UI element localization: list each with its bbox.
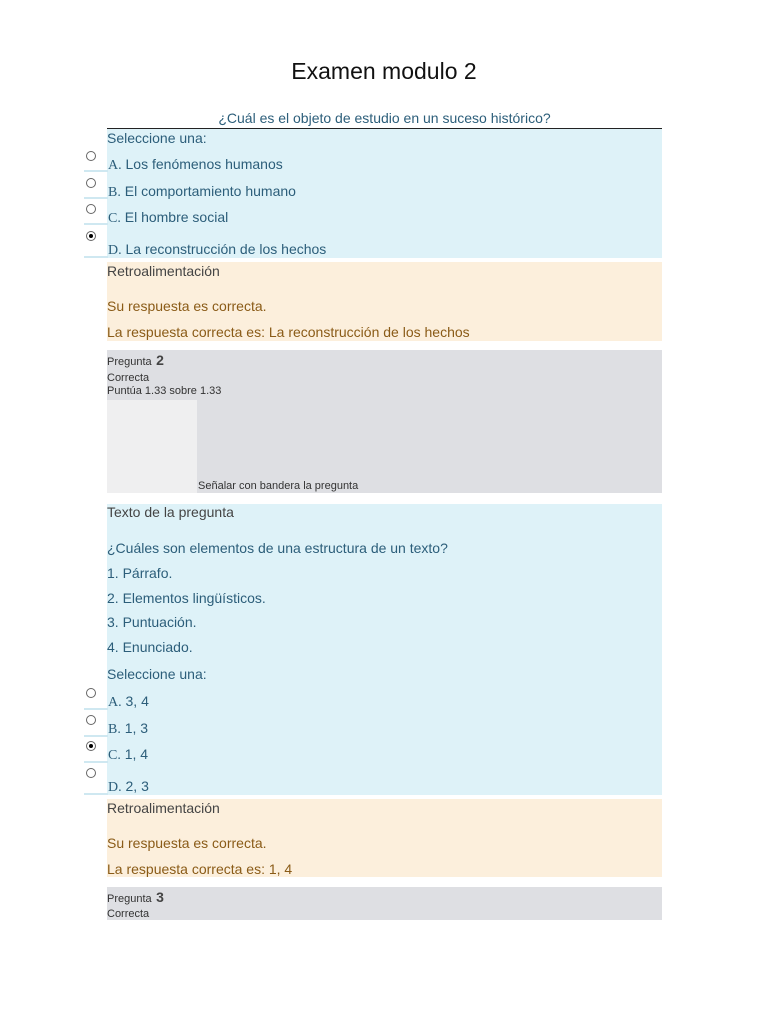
question-2-item: 3. Puntuación. [107, 614, 197, 630]
q2-option-d[interactable] [108, 778, 149, 796]
q1-option-b-radio[interactable] [86, 178, 96, 188]
option-marker [84, 256, 108, 258]
question-2-text: ¿Cuáles son elementos de una estructura de un texto? [107, 540, 448, 556]
option-marker [84, 793, 108, 795]
question-score: Puntúa 1.33 sobre 1.33 [107, 385, 222, 397]
question-status: Correcta [107, 372, 150, 384]
q2-option-b-radio[interactable] [86, 715, 96, 725]
q1-option-c-radio[interactable] [86, 204, 96, 214]
question-1-prompt: Seleccione una: [107, 130, 207, 146]
question-number-value: 2 [156, 352, 164, 368]
option-marker [84, 708, 108, 710]
q2-option-d-radio[interactable] [86, 768, 96, 778]
q2-option-a[interactable] [108, 693, 149, 711]
question-number [107, 889, 164, 907]
feedback-heading: Retroalimentación [107, 800, 220, 816]
option-letter: A. [108, 695, 122, 710]
option-marker [84, 197, 108, 199]
question-2-item: 2. Elementos lingüísticos. [107, 590, 266, 606]
option-text: 1, 3 [124, 720, 149, 736]
question-2-item: 4. Enunciado. [107, 639, 193, 655]
q1-option-b[interactable] [108, 183, 296, 201]
q1-option-a-radio[interactable] [86, 151, 96, 161]
option-marker [84, 170, 108, 172]
option-text: 2, 3 [125, 778, 149, 794]
option-text: El comportamiento humano [124, 183, 296, 199]
question-status: Correcta [107, 908, 150, 920]
question-label: Pregunta [107, 356, 152, 368]
option-marker [84, 761, 108, 763]
option-letter: B. [108, 185, 121, 200]
option-text: 3, 4 [125, 693, 149, 709]
q1-option-a[interactable] [108, 156, 283, 174]
question-2-info-left [107, 400, 197, 493]
q2-option-b[interactable] [108, 720, 148, 738]
page-title: Examen modulo 2 [291, 58, 477, 84]
option-text: El hombre social [124, 209, 229, 225]
option-text: Los fenómenos humanos [125, 156, 283, 172]
feedback-correct-answer: La respuesta correcta es: La reconstrucción de los hechos [107, 324, 470, 340]
option-text: 1, 4 [124, 746, 149, 762]
q1-option-d[interactable] [108, 241, 326, 259]
feedback-result: Su respuesta es correcta. [107, 298, 267, 314]
question-label: Pregunta [107, 893, 152, 905]
question-number [107, 352, 164, 370]
option-letter: A. [108, 158, 122, 173]
q2-option-c[interactable] [108, 746, 148, 764]
q1-option-c[interactable] [108, 209, 228, 227]
option-letter: B. [108, 722, 121, 737]
question-2-prompt: Seleccione una: [107, 666, 207, 682]
q2-option-c-radio[interactable] [86, 741, 96, 751]
question-2-item: 1. Párrafo. [107, 565, 173, 581]
option-letter: C. [108, 211, 121, 226]
flag-question-link[interactable]: Señalar con bandera la pregunta [198, 480, 359, 492]
question-1-text: ¿Cuál es el objeto de estudio en un suceso histórico? [107, 110, 662, 129]
option-text: La reconstrucción de los hechos [125, 241, 327, 257]
feedback-result: Su respuesta es correcta. [107, 835, 267, 851]
question-3-info-panel [107, 887, 662, 920]
option-letter: C. [108, 748, 121, 763]
question-text-heading: Texto de la pregunta [107, 504, 234, 520]
option-marker [84, 223, 108, 225]
option-letter: D. [108, 780, 122, 795]
q2-option-a-radio[interactable] [86, 688, 96, 698]
option-marker [84, 735, 108, 737]
feedback-correct-answer: La respuesta correcta es: 1, 4 [107, 861, 293, 877]
question-number-value: 3 [156, 889, 164, 905]
feedback-heading: Retroalimentación [107, 263, 220, 279]
option-letter: D. [108, 243, 122, 258]
q1-option-d-radio[interactable] [86, 231, 96, 241]
